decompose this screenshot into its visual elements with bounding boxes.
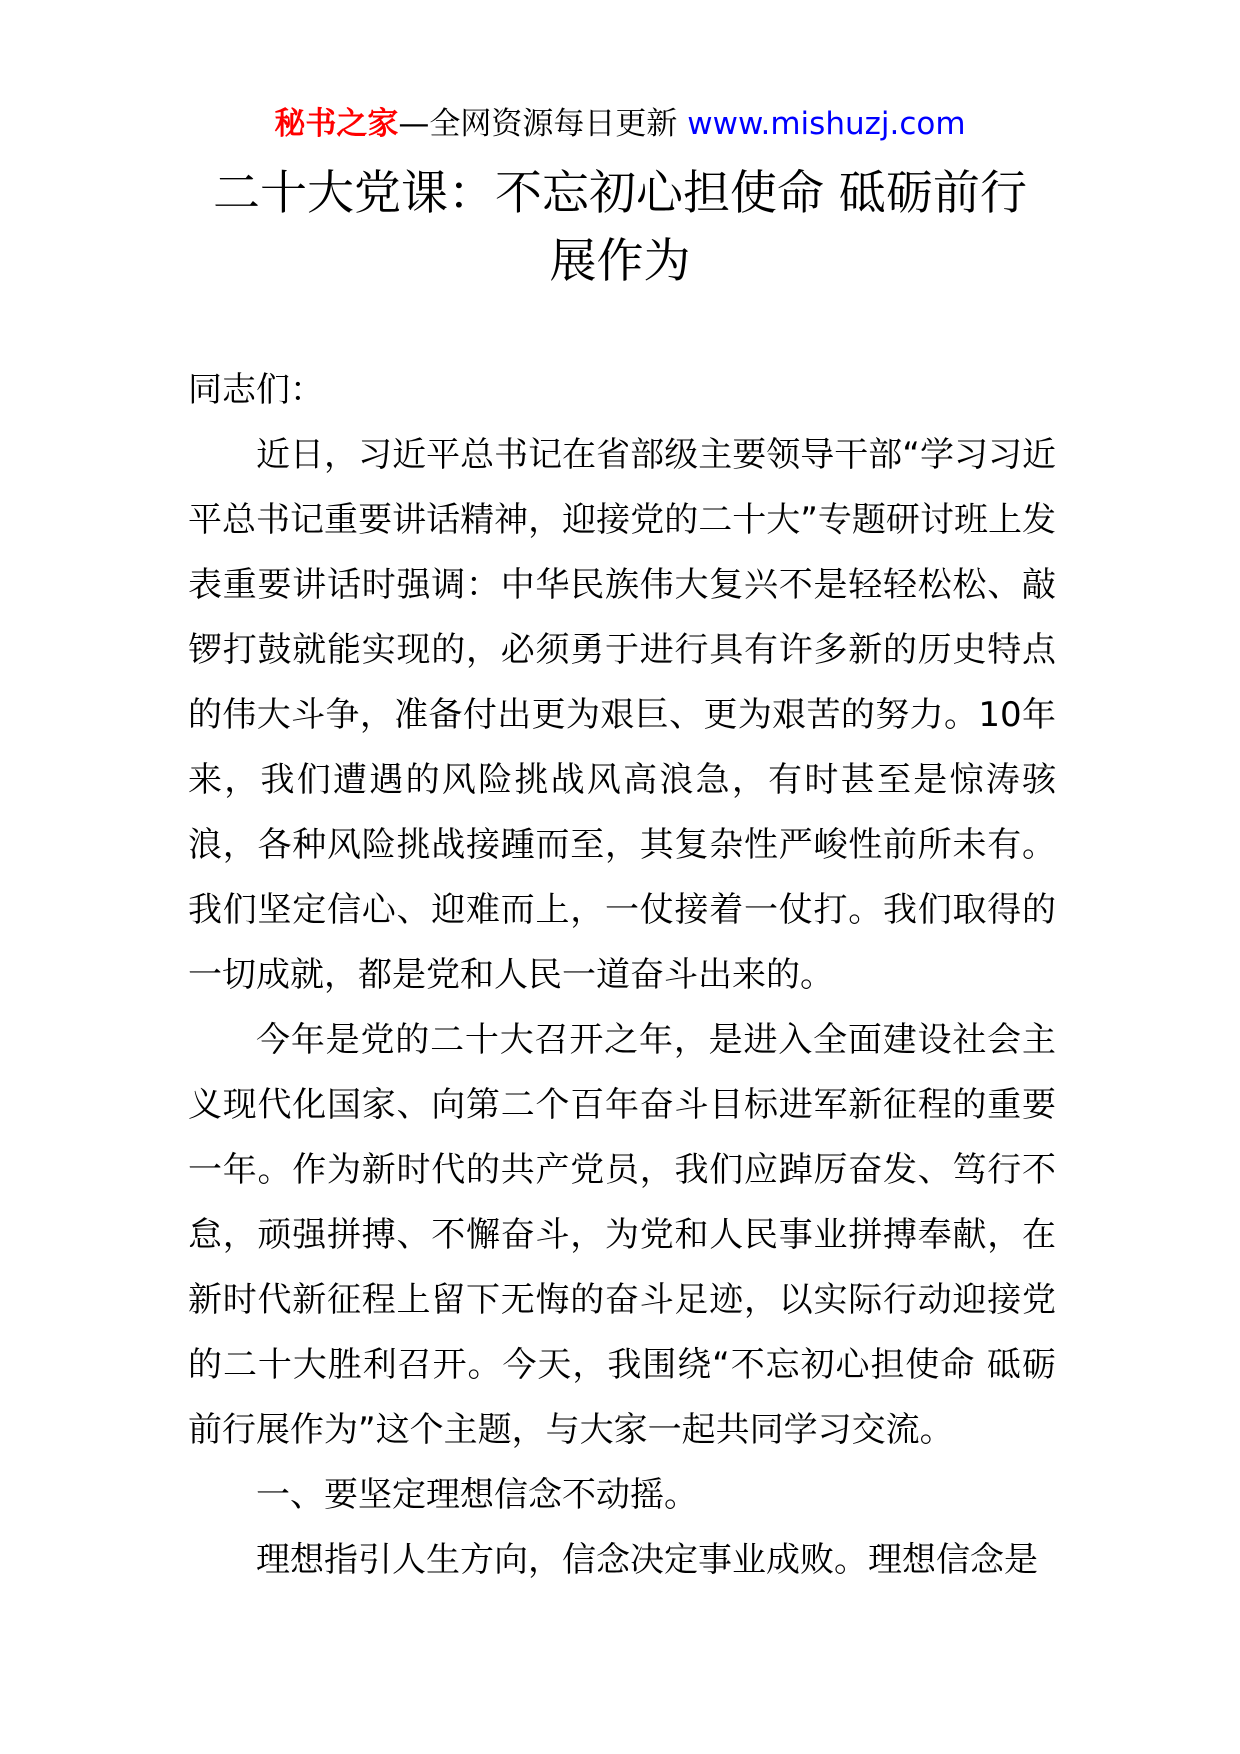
body-paragraph: 理想指引人生方向，信念决定事业成败。理想信念是 — [256, 1540, 1038, 1580]
header-tagline: —全网资源每日更新 — [398, 106, 678, 142]
document-title: 二十大党课：不忘初心担使命 砥砺前行展作为 — [213, 166, 1027, 289]
document-body — [188, 358, 1056, 1593]
site-url-link[interactable]: www.mishuzj.com — [687, 106, 966, 142]
brand-name: 秘书之家 — [274, 106, 399, 142]
salutation: 同志们： — [188, 370, 324, 410]
body-paragraph: 今年是党的二十大召开之年，是进入全面建设社会主义现代化国家、向第二个百年奋斗目标进军新征程的重要一年。作为新时代的共产党员，我们应踔厉奋发、笃行不怠，顽强拼搏、不懈奋斗，为党和人民事业拼搏奉献，在新时代新征程上留下无悔的奋斗足迹，以实际行动迎接党的二十大胜利召开。今天，我围绕“不忘初心担使命 砥砺前行展作为”这个主题，与大家一起共同学习交流。 — [188, 1020, 1056, 1450]
site-header — [0, 102, 1240, 146]
section-heading: 一、要坚定理想信念不动摇。 — [256, 1475, 698, 1515]
body-paragraph: 近日，习近平总书记在省部级主要领导干部“学习习近平总书记重要讲话精神，迎接党的二十大”专题研讨班上发表重要讲话时强调：中华民族伟大复兴不是轻轻松松、敲锣打鼓就能实现的，必须勇于进行具有许多新的历史特点的伟大斗争，准备付出更为艰巨、更为艰苦的努力。10年来，我们遭遇的风险挑战风高浪急，有时甚至是惊涛骇浪，各种风险挑战接踵而至，其复杂性严峻性前所未有。我们坚定信心、迎难而上，一仗接着一仗打。我们取得的一切成就，都是党和人民一道奋斗出来的。 — [188, 435, 1056, 995]
